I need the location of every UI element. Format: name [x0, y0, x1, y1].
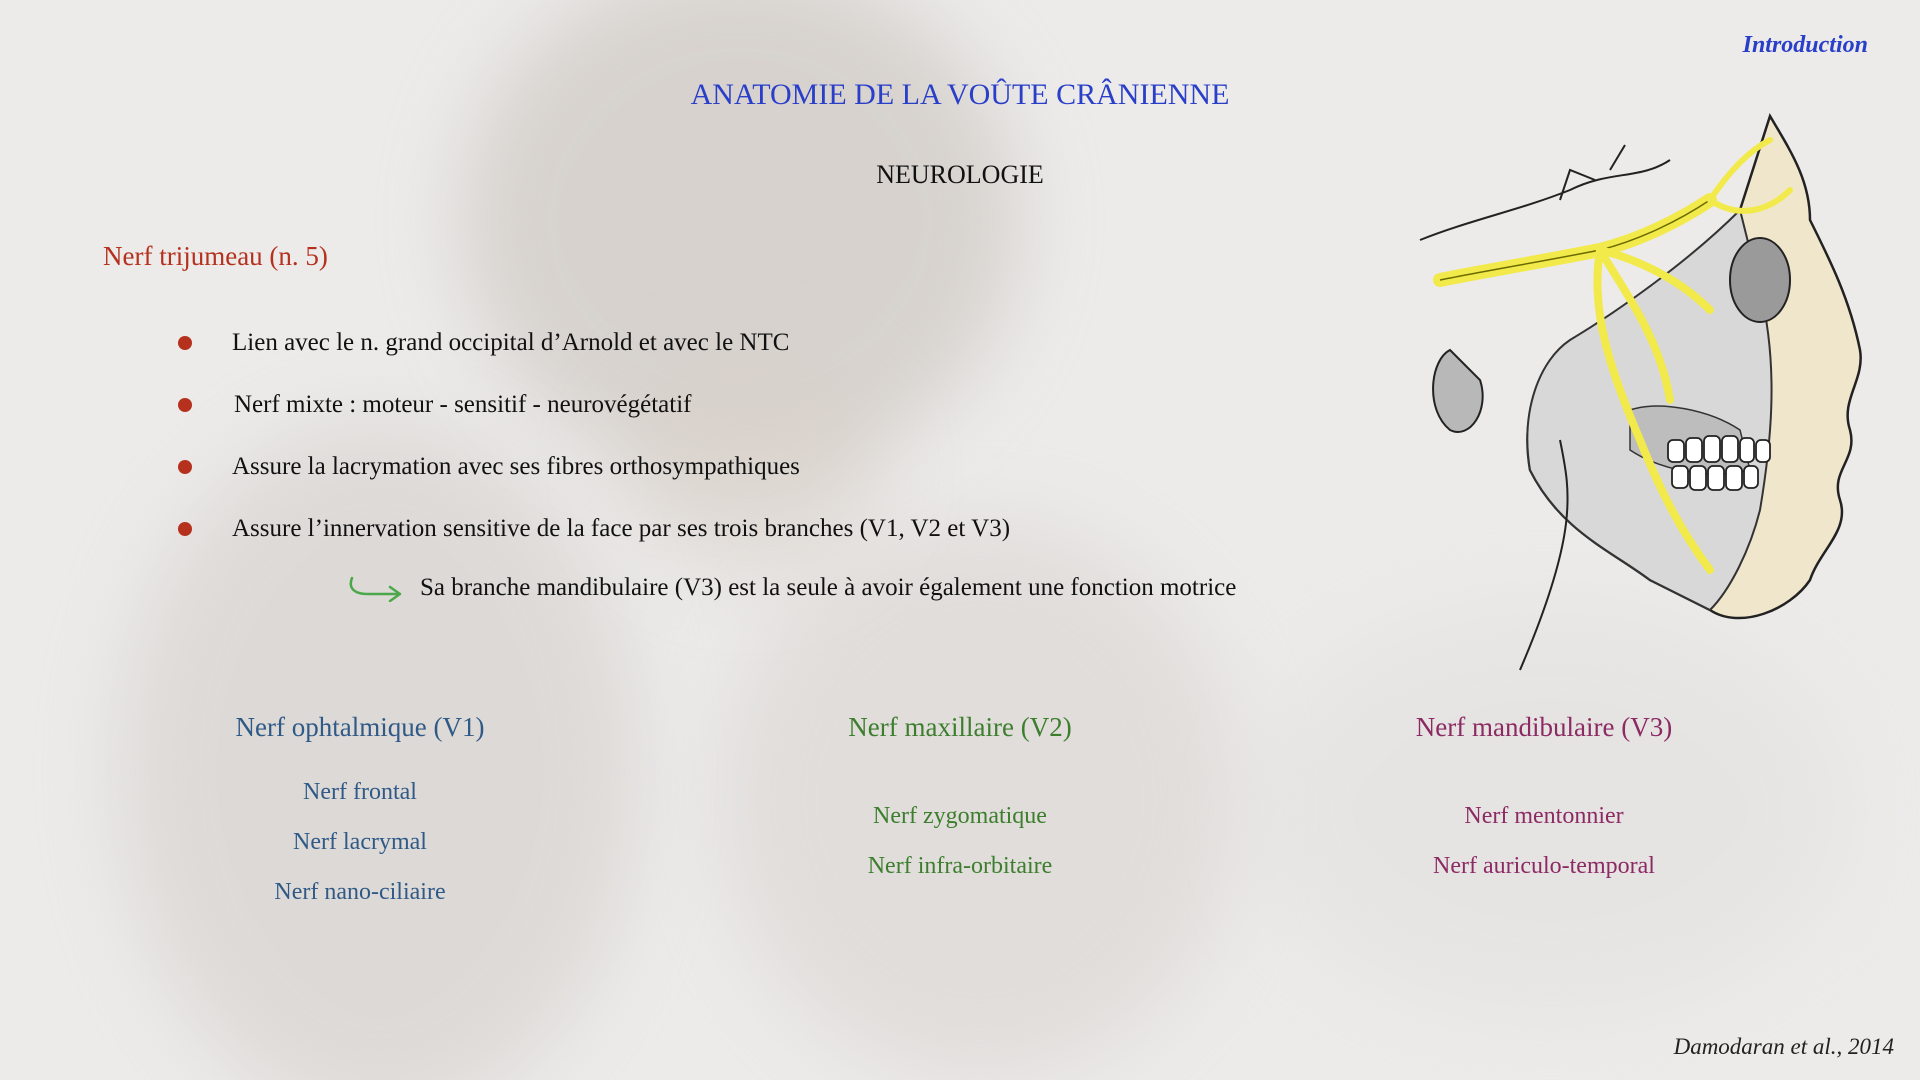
branch-item: Nerf zygomatique [873, 803, 1047, 829]
section-label: Introduction [1742, 32, 1868, 58]
branch-item: Nerf lacrymal [293, 829, 427, 855]
branch-item: Nerf nano-ciliaire [274, 879, 446, 905]
citation: Damodaran et al., 2014 [1673, 1034, 1894, 1059]
trigeminal-nerve-illustration [1410, 110, 1870, 690]
section-heading: Nerf trijumeau (n. 5) [103, 241, 328, 271]
curved-arrow-icon [346, 574, 406, 602]
branch-item: Nerf mentonnier [1464, 803, 1624, 829]
bullet-item [178, 515, 1010, 543]
branch-title: Nerf ophtalmique (V1) [235, 712, 485, 742]
bullet-text: Assure l’innervation sensitive de la face par ses trois branches (V1, V2 et V3) [232, 515, 1011, 542]
page-subtitle: NEUROLOGIE [876, 160, 1044, 189]
bullet-dot-icon [178, 336, 192, 350]
bullet-item [178, 329, 789, 357]
sub-bullet [346, 574, 1236, 602]
branch-v1 [100, 712, 620, 917]
branch-v2 [700, 712, 1220, 891]
bullet-text: Lien avec le n. grand occipital d’Arnold et avec le NTC [232, 329, 790, 356]
bullet-text: Nerf mixte : moteur - sensitif - neurovégétatif [234, 391, 692, 418]
branch-title: Nerf mandibulaire (V3) [1415, 712, 1673, 742]
branch-v3 [1284, 712, 1804, 891]
bullet-item [178, 391, 691, 419]
branch-item: Nerf auriculo-temporal [1433, 853, 1655, 879]
branch-item: Nerf infra-orbitaire [867, 853, 1053, 879]
branch-item: Nerf frontal [303, 779, 417, 805]
bullet-dot-icon [178, 460, 192, 474]
bullet-dot-icon [178, 522, 192, 536]
branch-title: Nerf maxillaire (V2) [848, 712, 1072, 742]
bullet-item [178, 453, 800, 481]
sub-bullet-text: Sa branche mandibulaire (V3) est la seule à avoir également une fonction motrice [420, 574, 1237, 601]
page-title: ANATOMIE DE LA VOÛTE CRÂNIENNE [690, 78, 1230, 111]
bullet-dot-icon [178, 398, 192, 412]
bullet-text: Assure la lacrymation avec ses fibres orthosympathiques [232, 453, 800, 480]
